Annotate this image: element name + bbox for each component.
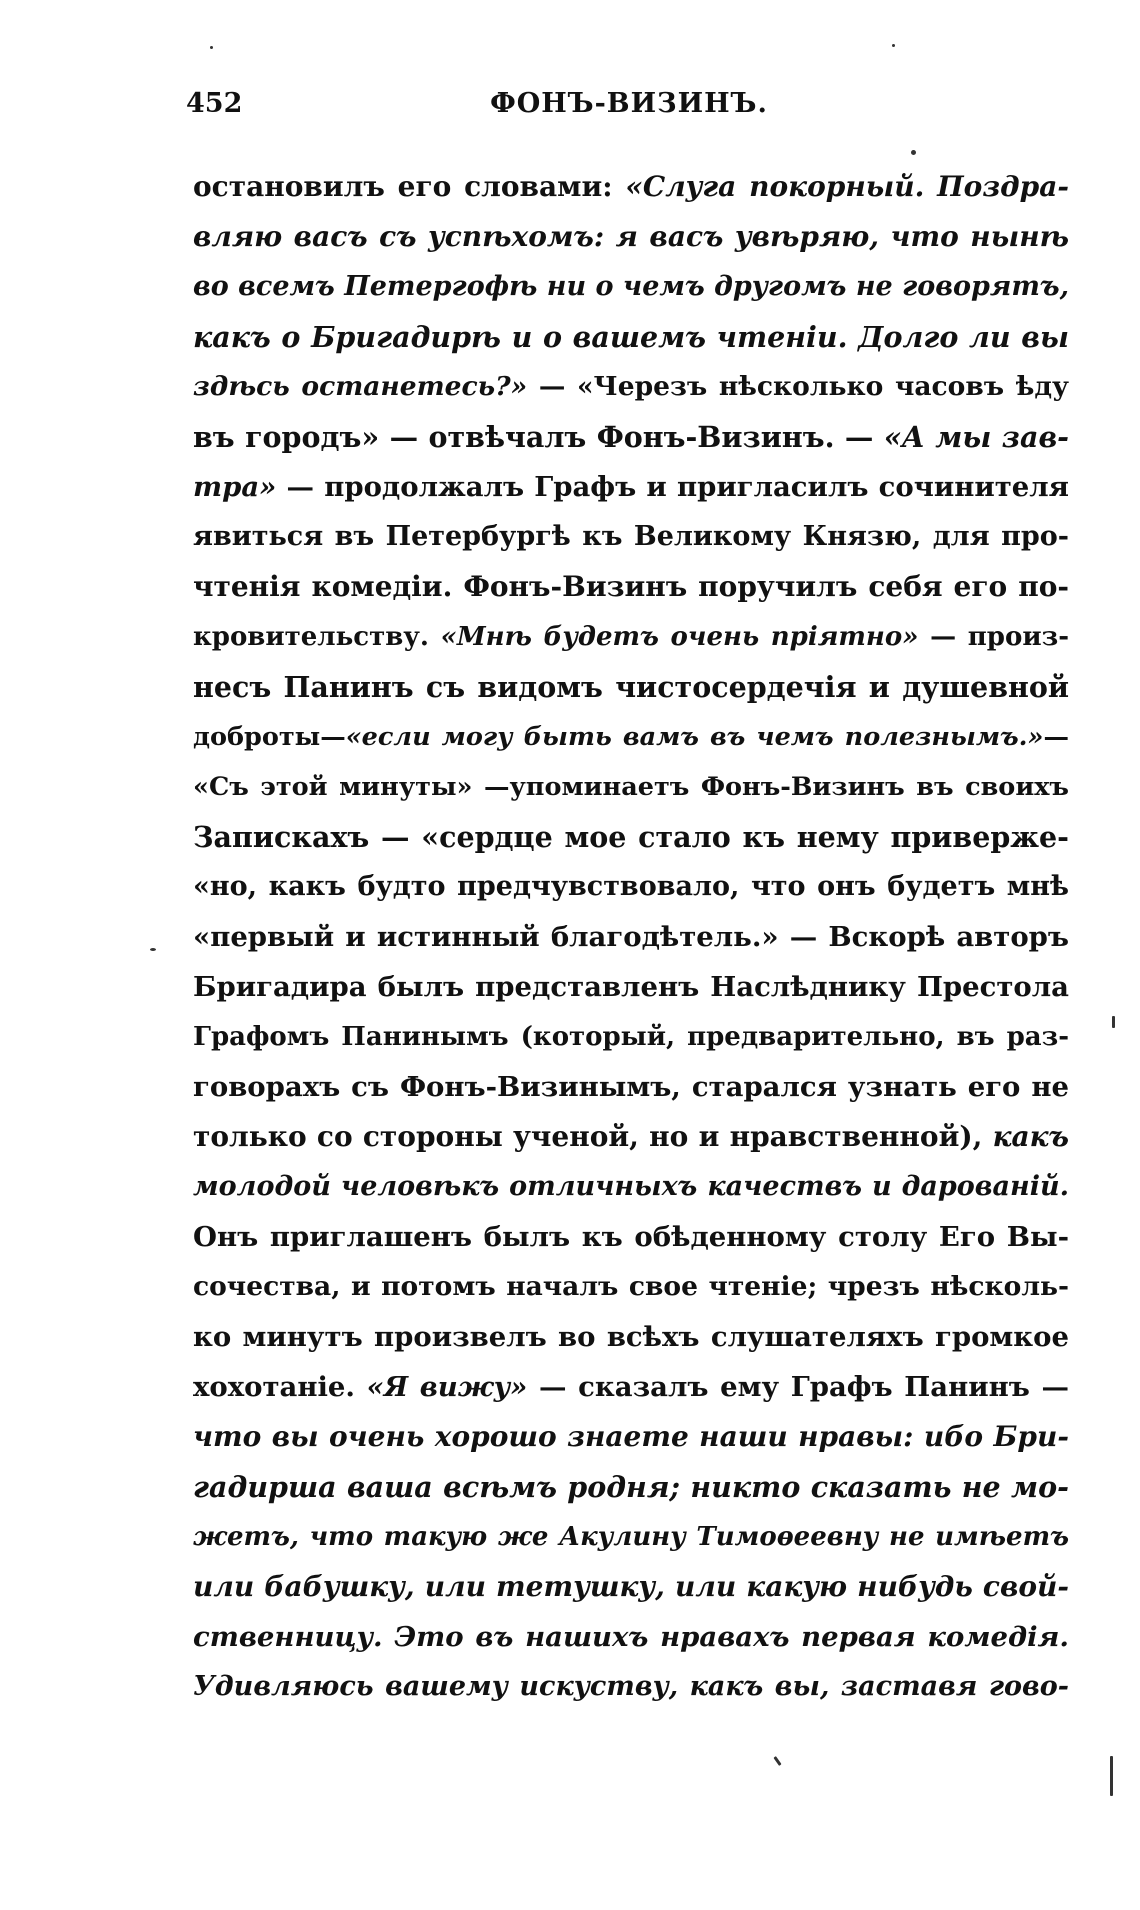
text-segment: только со стороны ученой, но и нравственной), — [193, 1120, 993, 1153]
text-line — [193, 762, 1069, 812]
text-line — [193, 1462, 1069, 1512]
text-segment: явиться въ Петербургѣ къ Великому Князю, для про- — [193, 521, 1069, 552]
text-line — [193, 1362, 1069, 1412]
italic-segment: «Мнѣ будетъ очень пріятно» — [440, 622, 919, 652]
text-segment: чтенія комедіи. Фонъ-Визинъ поручилъ себя его по- — [193, 570, 1069, 603]
text-line — [193, 1112, 1069, 1162]
text-segment: сочества, и потомъ началъ свое чтеніе; чрезъ нѣсколь- — [193, 1271, 1069, 1302]
text-segment: — «Черезъ нѣсколько часовъ ѣду — [527, 371, 1069, 402]
text-segment: — — [1043, 722, 1069, 752]
italic-segment: вляю васъ съ успѣхомъ: я васъ увѣряю, что нынѣ — [193, 220, 1069, 253]
scan-speck — [150, 948, 156, 951]
scan-speck — [911, 150, 916, 155]
text-segment: «Съ этой минуты» —упоминаетъ Фонъ-Визинъ въ своихъ — [193, 772, 1069, 802]
text-line — [193, 462, 1069, 512]
italic-segment: жетъ, что такую же Акулину Тимоѳеевну не имѣетъ — [193, 1522, 1069, 1552]
page-number: 452 — [186, 88, 243, 119]
italic-segment: молодой человѣкъ отличныхъ качествъ и дарованій. — [193, 1171, 1069, 1202]
text-line — [193, 262, 1069, 312]
scan-speck — [1112, 1016, 1115, 1028]
italic-segment: «если могу быть вамъ въ чемъ полезнымъ.» — [345, 722, 1044, 752]
text-line — [193, 1012, 1069, 1062]
text-segment: Бригадира былъ представленъ Наслѣднику Престола — [193, 971, 1069, 1003]
text-segment: «но, какъ будто предчувствовало, что онъ будетъ мнѣ — [193, 871, 1069, 902]
running-head: ФОНЪ-ВИЗИНЪ. — [490, 88, 768, 119]
italic-segment: «Слуга покорный. Поздра- — [625, 170, 1069, 203]
body-text — [193, 162, 1069, 1712]
text-segment: кровительству. — [193, 622, 441, 652]
text-line — [193, 562, 1069, 612]
italic-segment: «Я вижу» — [366, 1371, 528, 1403]
text-line — [193, 1512, 1069, 1562]
italic-segment: здѣсь останетесь?» — [193, 371, 528, 402]
text-line — [193, 312, 1069, 362]
text-line — [193, 612, 1069, 662]
scan-speck — [892, 44, 895, 47]
text-line — [193, 1262, 1069, 1312]
italic-segment: Удивляюсь вашему искуству, какъ вы, заставя гово- — [193, 1671, 1069, 1702]
text-segment: въ городъ» — отвѣчалъ Фонъ-Визинъ. — — [193, 420, 884, 454]
text-line — [193, 912, 1069, 962]
text-segment: — произ- — [918, 622, 1069, 652]
italic-segment: «А мы зав- — [883, 420, 1069, 454]
scan-speck — [210, 46, 213, 49]
text-segment: несъ Панинъ съ видомъ чистосердечія и душевной — [193, 670, 1069, 704]
italic-segment: гадирша ваша всѣмъ родня; никто сказать не мо- — [193, 1470, 1069, 1504]
text-segment: ко минутъ произвелъ во всѣхъ слушателяхъ громкое — [193, 1321, 1069, 1353]
text-line — [193, 1612, 1069, 1662]
text-line — [193, 162, 1069, 212]
text-line — [193, 1662, 1069, 1712]
italic-segment: во всемъ Петергофѣ ни о чемъ другомъ не говорятъ, — [193, 271, 1069, 302]
italic-segment: тра» — [193, 471, 277, 503]
text-line — [193, 712, 1069, 762]
text-line — [193, 1312, 1069, 1362]
italic-segment: или бабушку, или тетушку, или какую нибудь свой- — [193, 1570, 1069, 1603]
text-segment: говорахъ съ Фонъ-Визинымъ, старался узнать его не — [193, 1071, 1069, 1103]
text-line — [193, 1412, 1069, 1462]
text-line — [193, 1212, 1069, 1262]
text-segment: Графомъ Панинымъ (который, предварительно, въ раз- — [193, 1022, 1069, 1052]
text-segment: остановилъ его словами: — [193, 170, 626, 203]
text-segment: — продолжалъ Графъ и пригласилъ сочинителя — [276, 471, 1069, 503]
italic-segment: какъ — [992, 1120, 1069, 1153]
text-line — [193, 212, 1069, 262]
text-segment: — сказалъ ему Графъ Панинъ — — [527, 1371, 1069, 1403]
text-line — [193, 362, 1069, 412]
text-line — [193, 1562, 1069, 1612]
italic-segment: что вы очень хорошо знаете наши нравы: ибо Бри- — [193, 1420, 1069, 1453]
text-segment: «первый и истинный благодѣтель.» — Вскорѣ авторъ — [193, 921, 1069, 953]
text-line — [193, 862, 1069, 912]
page-header — [186, 88, 1072, 128]
italic-segment: ственницу. Это въ нашихъ нравахъ первая комедія. — [193, 1621, 1069, 1653]
scan-speck — [1110, 1756, 1113, 1796]
text-segment: доброты— — [193, 722, 346, 752]
text-line — [193, 962, 1069, 1012]
text-segment: Запискахъ — «сердце мое стало къ нему привержe- — [193, 820, 1069, 854]
text-line — [193, 812, 1069, 862]
text-segment: хохотаніе. — [193, 1371, 367, 1403]
italic-segment: какъ о Бригадирѣ и о вашемъ чтеніи. Долго ли вы — [193, 320, 1069, 354]
scan-speck — [773, 1756, 781, 1766]
text-line — [193, 512, 1069, 562]
text-segment: Онъ приглашенъ былъ къ обѣденному столу Его Вы- — [193, 1221, 1069, 1253]
text-line — [193, 412, 1069, 462]
text-line — [193, 662, 1069, 712]
text-line — [193, 1162, 1069, 1212]
text-line — [193, 1062, 1069, 1112]
